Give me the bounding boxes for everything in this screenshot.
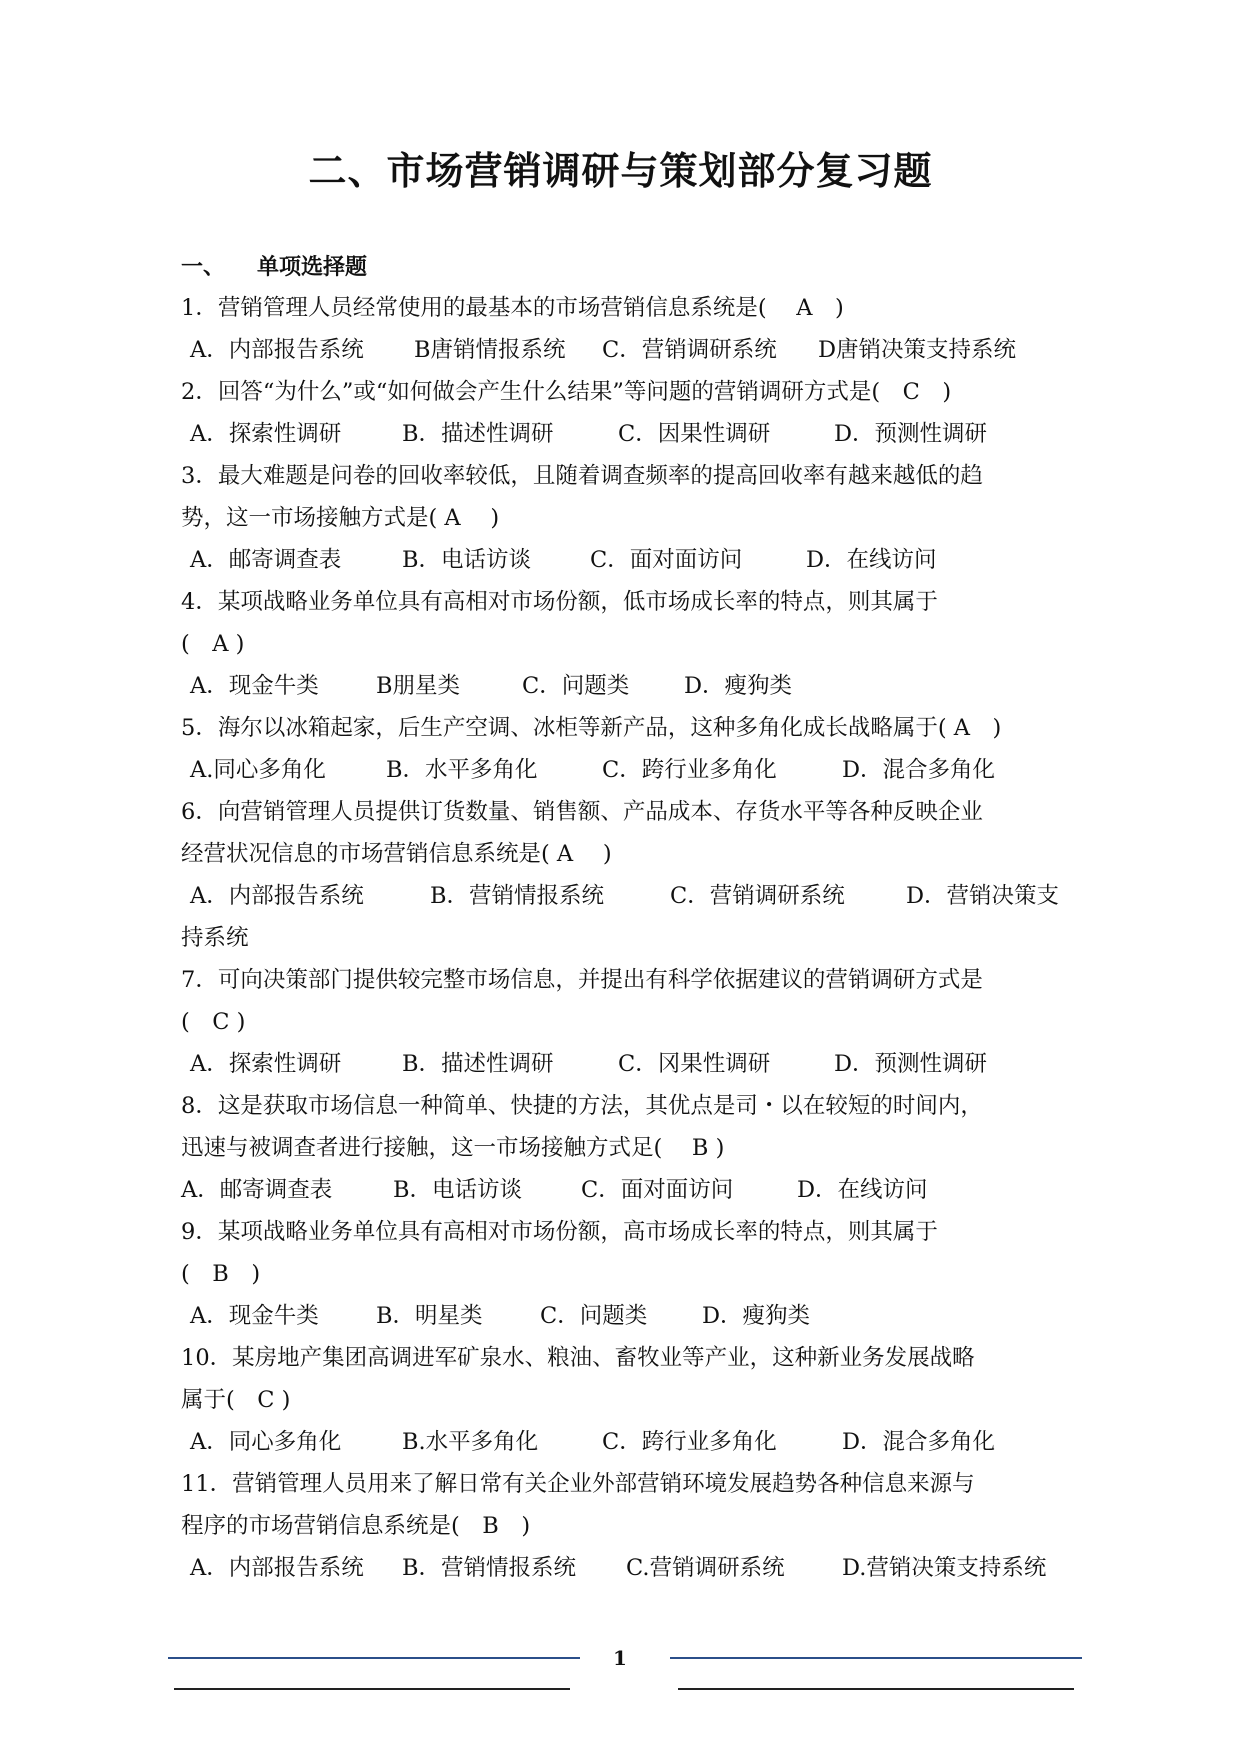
options-q8 (181, 1169, 1081, 1211)
option: B．营销情报系统 (402, 1555, 577, 1581)
page-title: 二、市场营销调研与策划部分复习题 (308, 149, 933, 193)
option: B．电话访谈 (393, 1177, 523, 1203)
section-number: 一、 (181, 255, 226, 280)
options-q6 (190, 875, 1090, 917)
question-6-cont: 经营状况信息的市场营销信息系统是( A ) (181, 841, 612, 867)
question-8-cont: 迅速与被调查者进行接触，这一市场接触方式足( B ) (181, 1135, 725, 1161)
option: B．描述性调研 (402, 1051, 554, 1077)
option: B朋星类 (376, 673, 461, 699)
question-9: 9．某项战略业务单位具有高相对市场份额，高市场成长率的特点，则其属于 (181, 1219, 938, 1245)
option: A．内部报告系统 (190, 337, 364, 363)
option: A．现金牛类 (190, 1303, 319, 1329)
option: D唐销决策支持系统 (818, 337, 1017, 363)
option: A．探索性调研 (190, 421, 342, 447)
question-7: 7．可向决策部门提供较完整市场信息，并提出有科学依据建议的营销调研方式是 (181, 967, 983, 993)
option: B．营销情报系统 (430, 883, 605, 909)
options-q10 (190, 1421, 1090, 1463)
option: D．瘦狗类 (702, 1303, 811, 1329)
options-q11 (190, 1547, 1090, 1589)
option: A．内部报告系统 (190, 883, 364, 909)
option: C．营销调研系统 (602, 337, 777, 363)
option: D．预测性调研 (834, 421, 988, 447)
question-10-cont: 属于( C ) (181, 1387, 291, 1413)
option: C．冈果性调研 (618, 1051, 771, 1077)
question-2: 2．回答“为什么”或“如何做会产生什么结果”等问题的营销调研方式是( C ) (181, 379, 952, 405)
footer-rule-left-top (168, 1657, 580, 1659)
question-3: 3．最大难题是问卷的回收率较低，且随着调查频率的提高回收率有越来越低的趋 (181, 463, 983, 489)
option: B．描述性调研 (402, 421, 554, 447)
option: C．问题类 (540, 1303, 648, 1329)
option: D．营销决策支 (906, 883, 1060, 909)
option: D．在线访问 (797, 1177, 928, 1203)
options-q9 (190, 1295, 1090, 1337)
option: D.营销决策支持系统 (842, 1555, 1047, 1581)
options-q7 (190, 1043, 1090, 1085)
question-6: 6．向营销管理人员提供订货数量、销售额、产品成本、存货水平等各种反映企业 (181, 799, 983, 825)
options-q4 (190, 665, 1090, 707)
option: D．瘦狗类 (684, 673, 793, 699)
option: A．同心多角化 (190, 1429, 342, 1455)
question-8: 8．这是获取市场信息一种简单、快捷的方法，其优点是司・以在较短的时间内， (181, 1093, 983, 1119)
question-5: 5．海尔以冰箱起家，后生产空调、冰柜等新产品，这种多角化成长战略属于( A ) (181, 715, 1002, 741)
option: C.营销调研系统 (626, 1555, 785, 1581)
option: B．电话访谈 (402, 547, 532, 573)
option: C．跨行业多角化 (602, 1429, 777, 1455)
question-6-options-cont: 持系统 (181, 925, 249, 951)
question-1: 1．营销管理人员经常使用的最基本的市场营销信息系统是( A ) (181, 295, 844, 321)
option: D．在线访问 (806, 547, 937, 573)
option: B．水平多角化 (386, 757, 538, 783)
footer-rule-right-bottom (678, 1688, 1074, 1690)
option: A．邮寄调查表 (181, 1177, 333, 1203)
option: B唐销情报系统 (414, 337, 566, 363)
question-11-cont: 程序的市场营销信息系统是( B ) (181, 1513, 531, 1539)
footer-rule-left-bottom (174, 1688, 570, 1690)
options-q2 (190, 413, 1090, 455)
options-q3 (190, 539, 1090, 581)
option: B．明星类 (376, 1303, 483, 1329)
option: A.同心多角化 (190, 757, 326, 783)
option: A．探索性调研 (190, 1051, 342, 1077)
option: A．现金牛类 (190, 673, 319, 699)
question-9-cont: ( B ) (181, 1261, 261, 1287)
option: D．预测性调研 (834, 1051, 988, 1077)
option: C．因果性调研 (618, 421, 771, 447)
option: C．营销调研系统 (670, 883, 845, 909)
option: D．混合多角化 (842, 757, 996, 783)
question-4: 4．某项战略业务单位具有高相对市场份额，低市场成长率的特点，则其属于 (181, 589, 938, 615)
question-7-cont: ( C ) (181, 1009, 246, 1035)
option: B.水平多角化 (402, 1429, 539, 1455)
option: C．面对面访问 (581, 1177, 734, 1203)
option: A．邮寄调查表 (190, 547, 342, 573)
question-4-cont: ( A ) (181, 631, 245, 657)
section-heading (181, 250, 367, 281)
option: C．面对面访问 (590, 547, 743, 573)
question-3-cont: 势，这一市场接触方式是( A ) (181, 505, 500, 531)
page-number: 1 (613, 1646, 627, 1670)
options-q1 (190, 329, 1090, 371)
option: C．跨行业多角化 (602, 757, 777, 783)
option: C．问题类 (522, 673, 630, 699)
options-q5 (190, 749, 1090, 791)
question-11: 11．营销管理人员用来了解日常有关企业外部营销环境发展趋势各种信息来源与 (181, 1471, 975, 1497)
option: A．内部报告系统 (190, 1555, 364, 1581)
option: D．混合多角化 (842, 1429, 996, 1455)
question-10: 10．某房地产集团高调进军矿泉水、粮油、畜牧业等产业，这种新业务发展战略 (181, 1345, 975, 1371)
footer-rule-right-top (670, 1657, 1082, 1659)
section-label: 单项选择题 (257, 255, 368, 280)
